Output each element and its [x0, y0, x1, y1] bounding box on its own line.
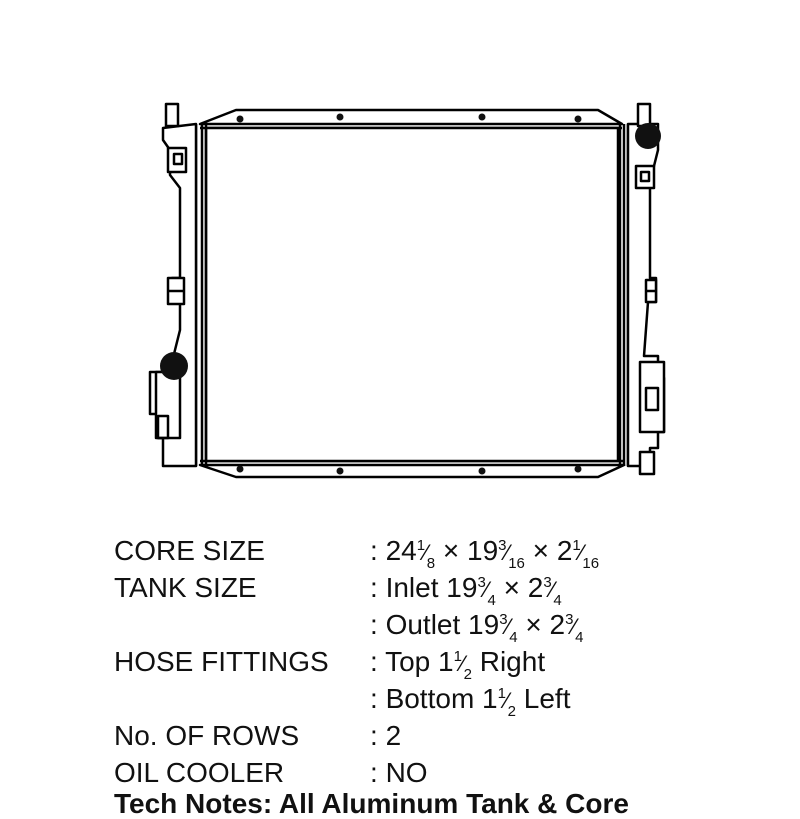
hose-fittings-bottom-value: : Bottom $1^1⁄_2$ Left: [370, 683, 571, 720]
core-size-label: CORE SIZE: [114, 535, 265, 566]
rows-label: No. OF ROWS: [114, 720, 300, 751]
hose-fittings-top-value: : Top $1^1⁄_2$ Right: [370, 646, 546, 683]
rows-value: : 2: [370, 720, 402, 751]
core-size-value: : $24^1⁄_8$ × $19^3⁄_{16}$ × $2^1⁄_{16}$: [370, 535, 600, 572]
tech-notes-text: Tech Notes: All Aluminum Tank & Core: [114, 788, 629, 819]
tank-size-label: TANK SIZE: [114, 572, 257, 603]
hose-fittings-label: HOSE FITTINGS: [114, 646, 329, 677]
oil-cooler-label: OIL COOLER: [114, 757, 285, 788]
tank-size-inlet-value: : Inlet $19^3⁄_4$ × $2^3⁄_4$: [370, 572, 562, 609]
oil-cooler-value: : NO: [370, 757, 428, 788]
tank-size-outlet-value: : Outlet $19^3⁄_4$ × $2^3⁄_4$: [370, 609, 584, 646]
